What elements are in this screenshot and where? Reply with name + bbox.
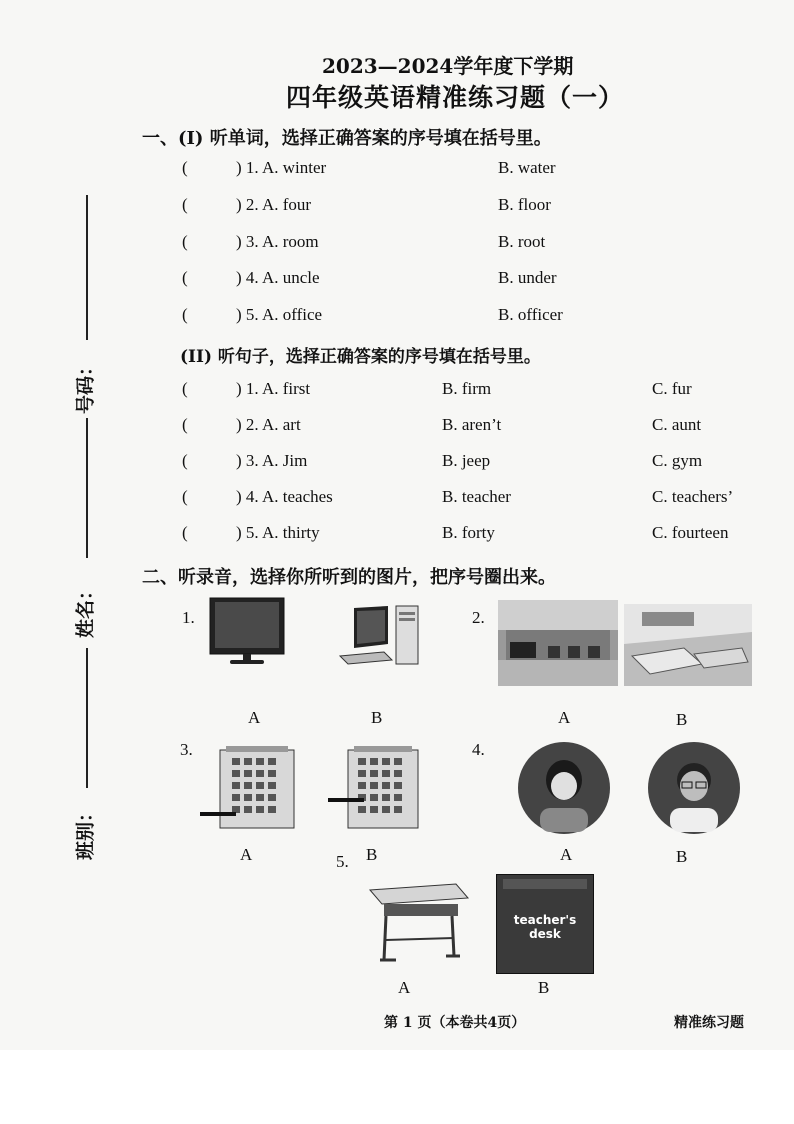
answer-paren[interactable]: (	[182, 195, 188, 214]
answer-paren[interactable]: (	[182, 232, 188, 251]
student-desk-image[interactable]	[362, 880, 470, 970]
option-a-label: A	[248, 708, 261, 727]
sentence-5: ) 5. A. thirty	[236, 523, 320, 542]
option-b-label: B	[676, 847, 688, 866]
teacher-desk-image[interactable]	[496, 874, 594, 974]
number-label: 号码：	[74, 357, 97, 415]
part2-heading: 二、听录音，选择你所听到的图片，把序号圈出来。	[142, 567, 556, 588]
sentence-1-b: B. firm	[442, 379, 492, 398]
title-year: 2023—2024学年度下学期	[322, 54, 574, 78]
answer-paren[interactable]: (	[182, 158, 188, 177]
sentence-3: ) 3. A. Jim	[236, 451, 308, 470]
option-b-4: B. under	[498, 268, 557, 287]
option-b-5: B. officer	[498, 305, 563, 324]
question-2: ) 2. A. four	[236, 195, 312, 214]
answer-paren[interactable]: (	[182, 487, 188, 506]
sentence-2-c: C. aunt	[652, 415, 702, 434]
sentence-4-b: B. teacher	[442, 487, 511, 506]
title-main: 四年级英语精准练习题（一）	[286, 83, 625, 112]
tv-image[interactable]	[208, 596, 286, 666]
footer-brand: 精准练习题	[674, 1015, 744, 1031]
sentence-5-c: C. fourteen	[652, 523, 729, 542]
sentence-2: ) 2. A. art	[236, 415, 301, 434]
question-4: ) 4. A. uncle	[236, 268, 320, 287]
option-b-3: B. root	[498, 232, 546, 251]
answer-paren[interactable]: (	[182, 305, 188, 324]
picture-question-5-number: 5.	[336, 852, 349, 871]
girl-portrait-image[interactable]	[516, 740, 612, 836]
class-label: 班别：	[74, 803, 97, 861]
picture-question-2-number: 2.	[472, 608, 485, 627]
sentence-4: ) 4. A. teaches	[236, 487, 333, 506]
picture-question-4-number: 4.	[472, 740, 485, 759]
sentence-1: ) 1. A. first	[236, 379, 311, 398]
desk-sign-text: teacher's desk	[513, 913, 577, 941]
picture-question-3-number: 3.	[180, 740, 193, 759]
option-a-label: A	[558, 708, 571, 727]
sentence-1-c: C. fur	[652, 379, 692, 398]
option-a-label: A	[240, 845, 253, 864]
option-b-label: B	[676, 710, 688, 729]
sentence-3-b: B. jeep	[442, 451, 491, 470]
question-3: ) 3. A. room	[236, 232, 319, 251]
picture-question-1-number: 1.	[182, 608, 195, 627]
option-b-1: B. water	[498, 158, 556, 177]
part1-heading: 一、(I) 听单词，选择正确答案的序号填在括号里。	[142, 128, 552, 149]
part1-subheading: (II) 听句子，选择正确答案的序号填在括号里。	[180, 347, 541, 367]
desk-top	[503, 879, 587, 889]
option-b-label: B	[371, 708, 383, 727]
answer-paren[interactable]: (	[182, 379, 188, 398]
building-floor-a-image[interactable]	[198, 746, 298, 830]
class-line	[86, 648, 88, 788]
answer-paren[interactable]: (	[182, 415, 188, 434]
computer-image[interactable]	[338, 604, 420, 668]
number-line	[86, 195, 88, 340]
option-b-2: B. floor	[498, 195, 551, 214]
name-label: 姓名：	[74, 581, 97, 639]
option-b-label: B	[538, 978, 550, 997]
sentence-4-c: C. teachers’	[652, 487, 734, 506]
name-line	[86, 418, 88, 558]
question-5: ) 5. A. office	[236, 305, 323, 324]
question-1: ) 1. A. winter	[236, 158, 327, 177]
option-a-label: A	[560, 845, 573, 864]
building-floor-b-image[interactable]	[326, 746, 426, 830]
answer-paren[interactable]: (	[182, 268, 188, 287]
answer-paren[interactable]: (	[182, 451, 188, 470]
sentence-3-c: C. gym	[652, 451, 703, 470]
answer-paren[interactable]: (	[182, 523, 188, 542]
boy-portrait-image[interactable]	[646, 740, 742, 836]
art-room-image[interactable]	[624, 604, 752, 686]
music-room-image[interactable]	[498, 600, 618, 686]
page-number: 第 1 页（本卷共4页）	[384, 1015, 526, 1031]
sentence-5-b: B. forty	[442, 523, 495, 542]
option-b-label: B	[366, 845, 378, 864]
option-a-label: A	[398, 978, 411, 997]
sentence-2-b: B. aren’t	[442, 415, 502, 434]
